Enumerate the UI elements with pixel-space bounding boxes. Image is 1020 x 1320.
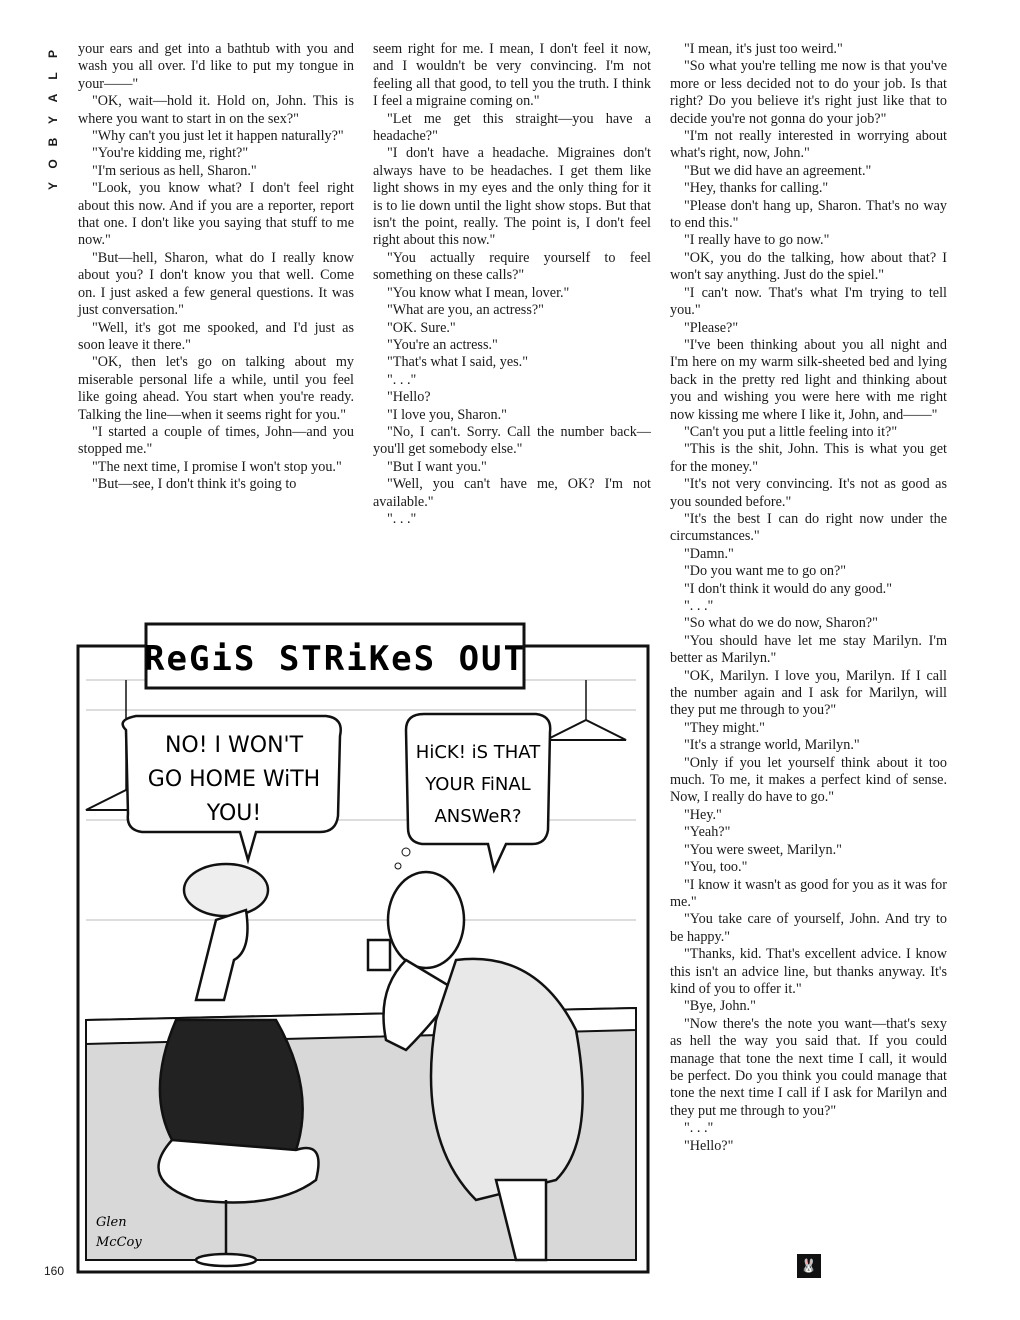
paragraph: "OK, wait—hold it. Hold on, John. This is where you want to start in on the sex?": [78, 93, 354, 127]
page-number: 160: [44, 1264, 65, 1278]
paragraph: "I've been thinking about you all night and I'm here on my warm silk-sheeted bed and lying back in the pretty red light and thinking about you and wishing you were here with me right now kissing me where I like it, John, and——": [670, 336, 947, 423]
artist-signature-2: McCoy: [96, 1235, 142, 1250]
paragraph: "But I want you.": [387, 458, 487, 475]
paragraph: "I'm not really interested in worrying about what's right, now, John.": [670, 128, 947, 162]
text-column-3: [670, 41, 947, 1155]
paragraph: "Only if you let yourself think about it too much. To me, it makes a perfect kind of sense. Now, I really do have to go.": [670, 754, 947, 806]
paragraph: "Look, you know what? I don't feel right about this now. And if you are a reporter, report that one. I don't like you saying that stuff to me now.": [78, 180, 354, 249]
paragraph: "OK. Sure.": [387, 319, 456, 336]
paragraph: "So what you're telling me now is that you've more or less decided not to do your job. Is that right? Do you believe it's right just like that to decide you're not gonna do your job?": [670, 58, 947, 127]
paragraph: "Well, it's got me spooked, and I'd just as soon leave it there.": [78, 319, 354, 353]
paragraph: "You should have let me stay Marilyn. I'm better as Marilyn.": [670, 632, 947, 667]
paragraph: "Please?": [684, 319, 739, 336]
man-line-1: HiCK! iS THAT: [415, 742, 541, 763]
paragraph: "But—see, I don't think it's going to: [92, 476, 297, 493]
paragraph: "Do you want me to go on?": [684, 563, 847, 580]
paragraph: "Please don't hang up, Sharon. That's no way to end this.": [670, 197, 947, 232]
paragraph: "Hey, thanks for calling.": [684, 180, 829, 197]
paragraph: "You know what I mean, lover.": [387, 284, 570, 301]
playboy-bunny-icon: 🐰: [797, 1254, 821, 1278]
paragraph: "You, too.": [684, 859, 748, 876]
paragraph: "It's not very convincing. It's not as good as you sounded before.": [670, 476, 947, 510]
sidebar-letter: O: [46, 159, 60, 169]
paragraph: "I mean, it's just too weird.": [684, 41, 843, 57]
paragraph: "Hello?: [387, 389, 431, 406]
paragraph: "Let me get this straight—you have a headache?": [373, 110, 651, 145]
paragraph: "It's a strange world, Marilyn.": [684, 737, 860, 754]
paragraph: "OK, you do the talking, how about that? I won't say anything. Just do the spiel.": [670, 249, 947, 284]
paragraph: "Why can't you just let it happen naturally?": [92, 128, 344, 145]
magazine-sidebar: [46, 44, 66, 198]
paragraph: ". . .": [387, 371, 417, 388]
paragraph: "Damn.": [684, 545, 734, 562]
paragraph: "I know it wasn't as good for you as it was for me.": [670, 876, 947, 910]
paragraph: "You were sweet, Marilyn.": [684, 841, 842, 858]
paragraph: "I'm serious as hell, Sharon.": [92, 162, 257, 179]
woman-line-2: GO HOME WiTH: [147, 767, 321, 792]
woman-line-3: YOU!: [206, 801, 262, 826]
sidebar-letter: L: [46, 72, 60, 80]
sidebar-letter: P: [46, 50, 60, 59]
woman-line-1: NO! I WON'T: [164, 733, 304, 758]
paragraph: "Hey.": [684, 806, 722, 823]
paragraph: "But we did have an agreement.": [684, 162, 872, 179]
text-column-2: [373, 41, 651, 528]
paragraph: "OK, then let's go on talking about my miserable personal life a while, until you feel like going ahead. You start when you're ready. Talking the line—when it seems right for you.": [78, 354, 354, 423]
sidebar-letter: Y: [46, 116, 60, 125]
paragraph: "I don't have a headache. Migraines don't always have to be headaches. I get them like light shows in my eyes and the only thing for it is to lie down until the light show stops. But that isn't the point, really. The point is, I don't feel right about this now.": [373, 145, 651, 249]
paragraph: "You're kidding me, right?": [92, 145, 249, 162]
paragraph: "Now there's the note you want—that's sexy as hell the way you said that. If you could manage that tone the next time I call, it would be perfect. Do you think you could manage that tone the next time I call if I ask for Marilyn and they put me through to you?": [670, 1015, 947, 1119]
paragraph: "You take care of yourself, John. And try to be happy.": [670, 911, 947, 945]
paragraph: "I don't think it would do any good.": [684, 580, 893, 597]
paragraph: "Can't you put a little feeling into it?": [684, 423, 898, 440]
paragraph: "No, I can't. Sorry. Call the number back—you'll get somebody else.": [373, 423, 651, 458]
sidebar-letter: B: [46, 137, 60, 147]
paragraph: "They might.": [684, 719, 765, 736]
paragraph: "It's the best I can do right now under the circumstances.": [670, 510, 947, 545]
paragraph: "But—hell, Sharon, what do I really know about you? I don't know you that well. Come on. I just asked a few general questions. It was just conversation.": [78, 249, 354, 319]
paragraph: seem right for me. I mean, I don't feel it now, and I wouldn't be very convincing. I'm not feeling all that good, to tell you the truth. I think I feel a migraine coming on.": [373, 41, 651, 110]
paragraph: "The next time, I promise I won't stop you.": [92, 458, 342, 475]
sidebar-letter: Y: [46, 182, 60, 191]
text-column-1: [78, 41, 354, 494]
paragraph: "You're an actress.": [387, 336, 498, 353]
paragraph: "I can't now. That's what I'm trying to tell you.": [670, 284, 947, 319]
man-line-2: YOUR FiNAL: [425, 774, 531, 795]
paragraph: "Yeah?": [684, 824, 731, 841]
paragraph: "I really have to go now.": [684, 232, 830, 249]
paragraph: "I love you, Sharon.": [387, 406, 507, 423]
paragraph: "Hello?": [684, 1137, 734, 1154]
paragraph: "Well, you can't have me, OK? I'm not available.": [373, 476, 651, 510]
sidebar-letter: A: [46, 93, 60, 103]
paragraph: "Bye, John.": [684, 998, 756, 1015]
man-line-3: ANSWeR?: [434, 806, 522, 827]
cartoon-title: ReGiS STRiKeS OUT: [144, 639, 526, 679]
paragraph: "OK, Marilyn. I love you, Marilyn. If I call the number again and I ask for Marilyn, will they put me through to you?": [670, 667, 947, 719]
paragraph: ". . .": [684, 1120, 714, 1137]
paragraph: "You actually require yourself to feel something on these calls?": [373, 249, 651, 284]
artist-signature-1: Glen: [96, 1215, 127, 1230]
paragraph: "So what do we do now, Sharon?": [684, 615, 878, 632]
paragraph: "What are you, an actress?": [387, 302, 544, 319]
paragraph: "Thanks, kid. That's excellent advice. I know this isn't an advice line, but thanks anyway. It's kind of you to offer it.": [670, 946, 947, 997]
paragraph: your ears and get into a bathtub with you and wash you all over. I'd like to put my tongue in your——": [78, 41, 354, 92]
paragraph: ". . .": [684, 598, 714, 614]
cartoon-illustration: [76, 620, 652, 1276]
paragraph: "That's what I said, yes.": [387, 354, 529, 371]
paragraph: "This is the shit, John. This is what you get for the money.": [670, 441, 947, 475]
paragraph: ". . .": [387, 510, 417, 527]
paragraph: "I started a couple of times, John—and you stopped me.": [78, 423, 354, 458]
